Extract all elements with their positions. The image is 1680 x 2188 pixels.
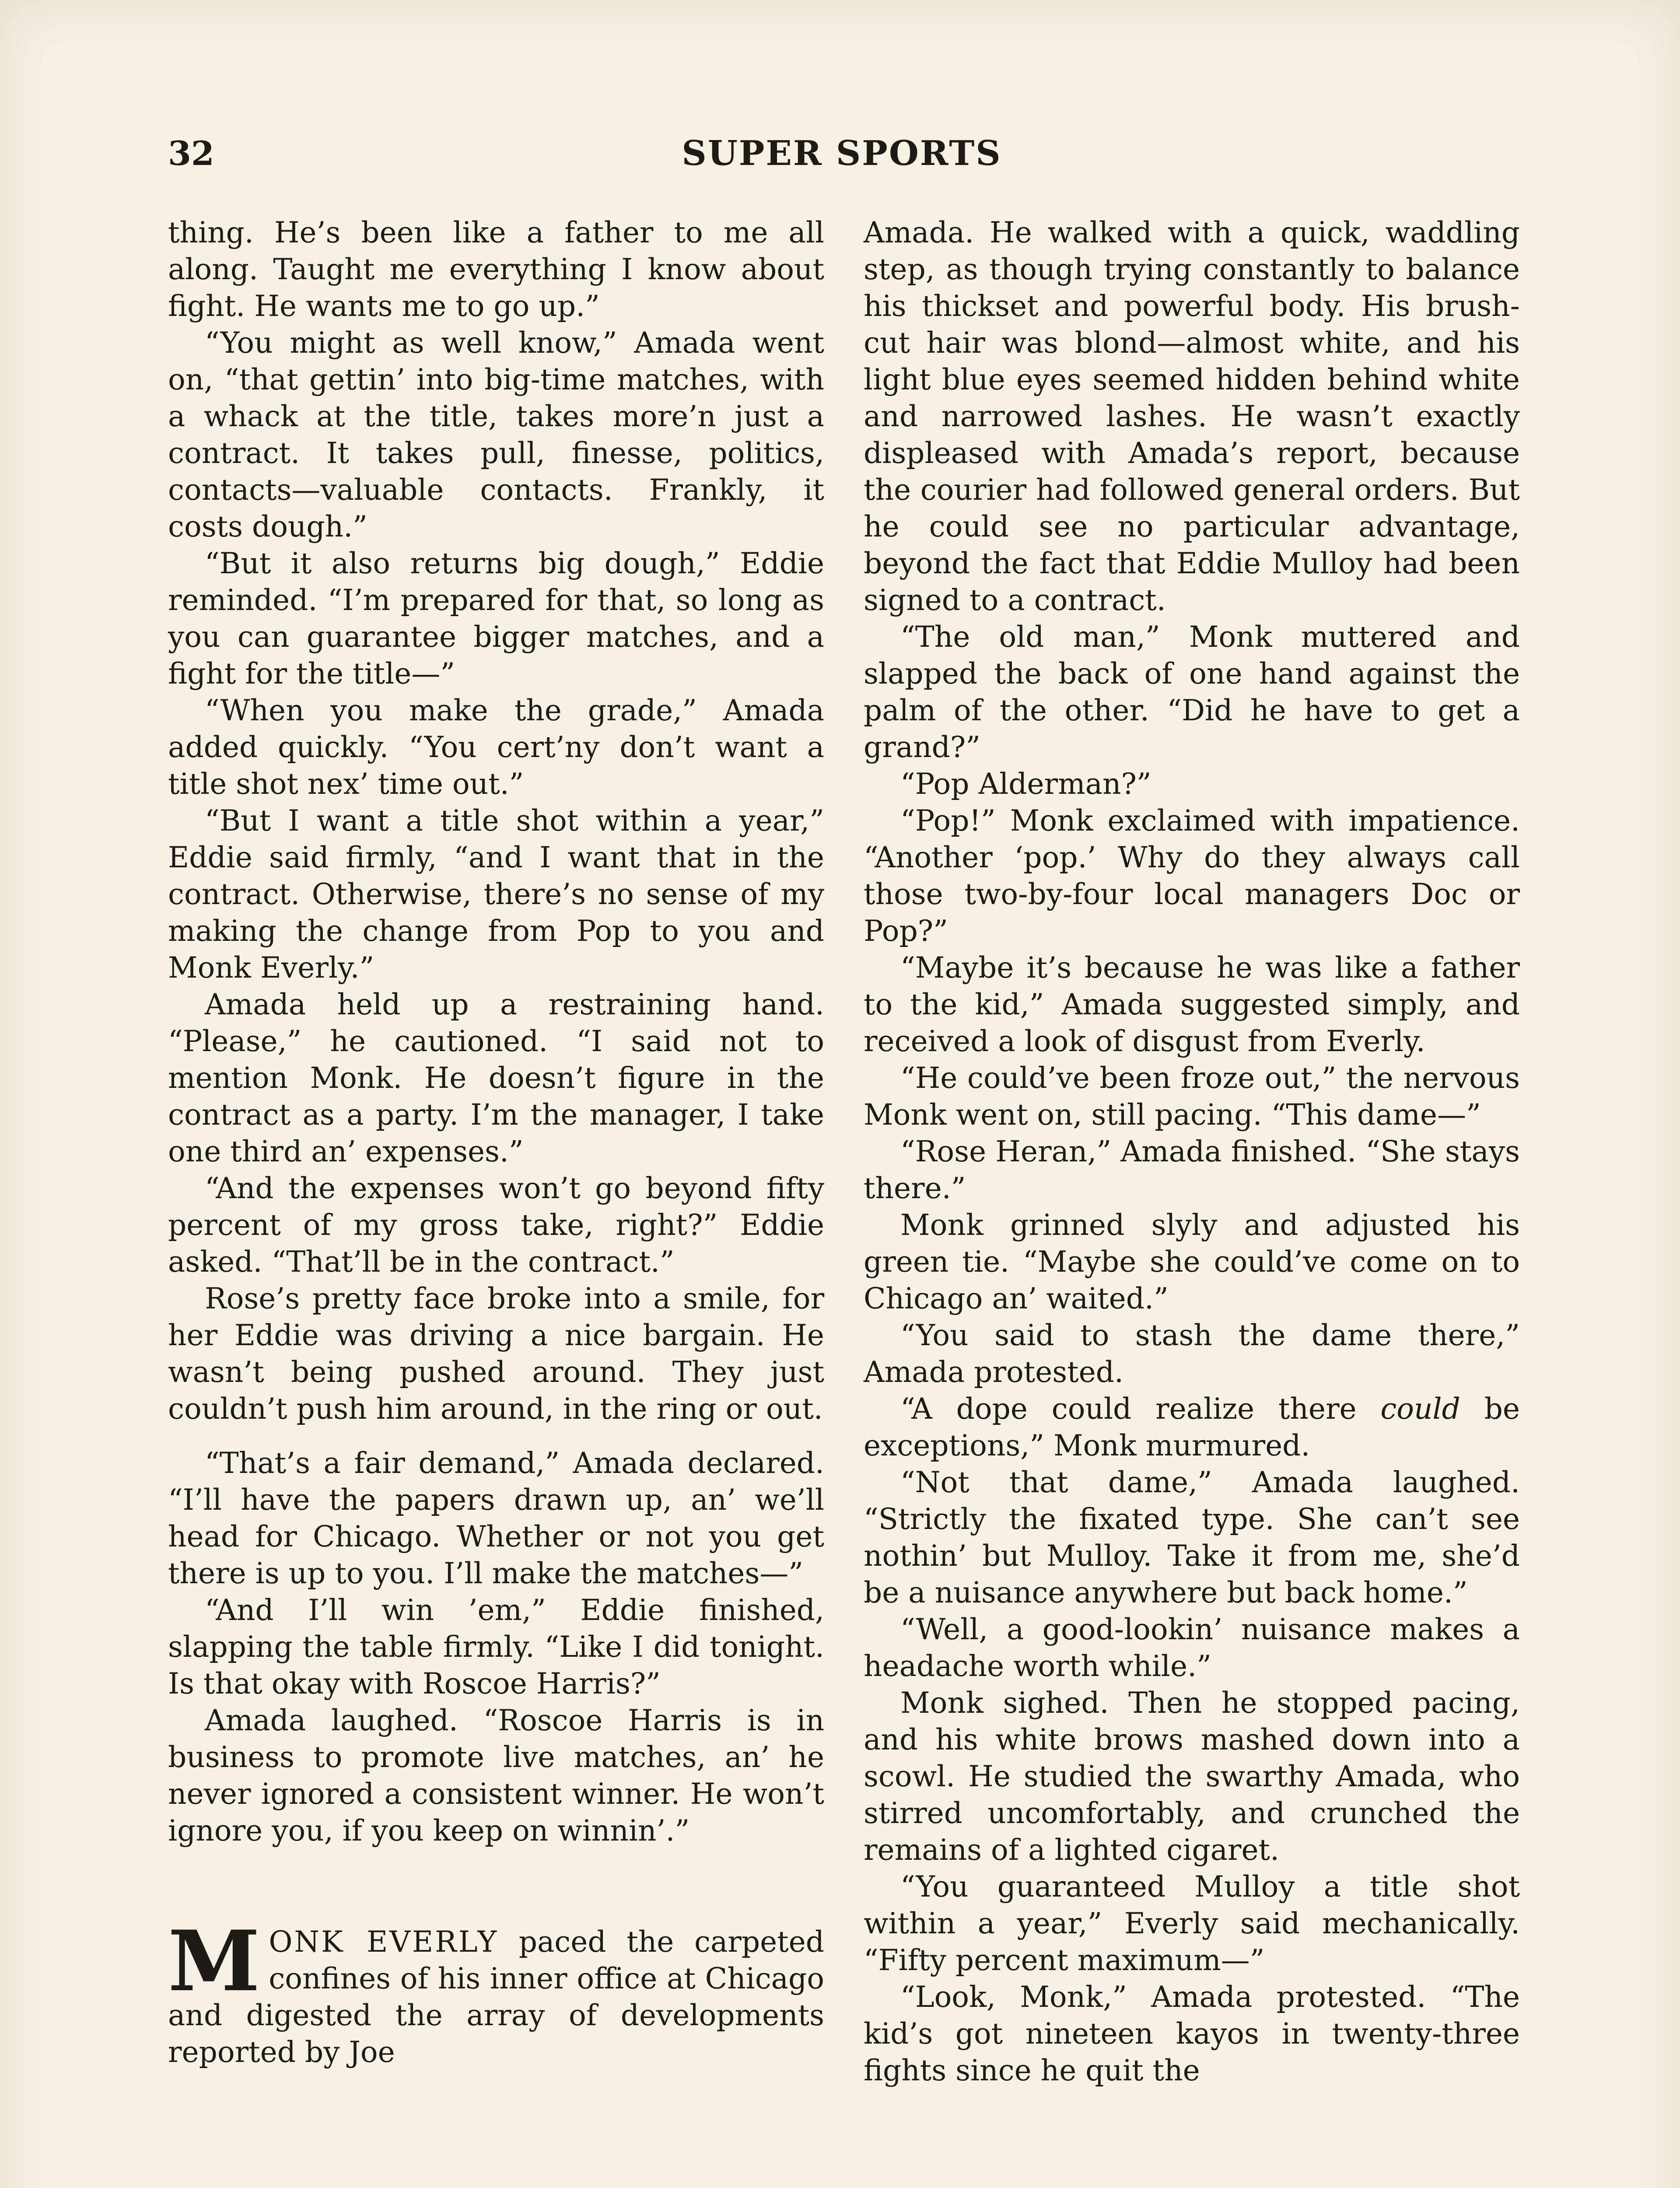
paragraph: Rose’s pretty face broke into a smile, for her Eddie was driving a nice bargain. He wasn’t being pushed around. They just couldn’t push him around, in the ring or out.: [168, 1282, 824, 1426]
paragraph: “But I want a title shot within a year,” Eddie said firmly, “and I want that in the contract. Otherwise, there’s no sense of my making the change from Pop to you and Monk Everly.”: [168, 804, 824, 985]
paragraph: Amada. He walked with a quick, waddling step, as though trying constantly to balance his thickset and powerful body. His brush-cut hair was blond—almost white, and his light blue eyes seemed hidden behind white and narrowed lashes. He wasn’t exactly displeased with Amada’s report, because the courier had followed general orders. But he could see no particular advantage, beyond the fact that Eddie Mulloy had been signed to a contract.: [864, 216, 1520, 617]
paragraph: “But it also returns big dough,” Eddie reminded. “I’m prepared for that, so long as you can guarantee bigger matches, and a fight for the title—”: [168, 547, 824, 691]
running-title: SUPER SPORTS: [682, 133, 1002, 173]
paragraph: Amada held up a restraining hand. “Please,” he cautioned. “I said not to mention Monk. He doesn’t figure in the contract as a party. I’m the manager, I take one third an’ expenses.”: [168, 988, 824, 1168]
paragraph: “You might as well know,” Amada went on, “that gettin’ into big-time matches, with a whack at the title, takes more’n just a contract. It takes pull, finesse, politics, contacts—valuable contacts. Frankly, it costs dough.”: [168, 326, 824, 543]
page-number: 32: [168, 134, 214, 173]
paragraph: Amada laughed. “Roscoe Harris is in business to promote live matches, an’ he never ignored a consistent winner. He won’t ignore you, if you keep on winnin’.”: [168, 1704, 824, 1848]
paragraph: “Rose Heran,” Amada finished. “She stays there.”: [864, 1135, 1520, 1205]
paragraph: thing. He’s been like a father to me all along. Taught me everything I know about fight. He wants me to go up.”: [168, 216, 824, 323]
lead-in-caps: ONK EVERLY: [269, 1925, 499, 1959]
paragraph: Monk grinned slyly and adjusted his green tie. “Maybe she could’ve come on to Chicago an’ waited.”: [864, 1208, 1520, 1315]
paragraph: “And I’ll win ’em,” Eddie finished, slapping the table firmly. “Like I did tonight. Is that okay with Roscoe Harris?”: [168, 1593, 824, 1701]
right-column: [864, 214, 1520, 2089]
paragraph: “Maybe it’s because he was like a father to the kid,” Amada suggested simply, and received a look of disgust from Everly.: [864, 951, 1520, 1058]
paragraph: “Not that dame,” Amada laughed. “Strictly the fixated type. She can’t see nothin’ but Mulloy. Take it from me, she’d be a nuisance anywhere but back home.”: [864, 1466, 1520, 1609]
paragraph: “When you make the grade,” Amada added quickly. “You cert’ny don’t want a title shot nex’ time out.”: [168, 694, 824, 801]
paragraph: “That’s a fair demand,” Amada declared. “I’ll have the papers drawn up, an’ we’ll head for Chicago. Whether or not you get there is up to you. I’ll make the matches—”: [168, 1446, 824, 1590]
left-column: [168, 214, 824, 2071]
paragraph-text: “A dope could realize there: [900, 1392, 1381, 1426]
page-header: [168, 130, 1516, 178]
paragraph: “You guaranteed Mulloy a title shot within a year,” Everly said mechanically. “Fifty percent maximum—”: [864, 1870, 1520, 1977]
paragraph: “You said to stash the dame there,” Amada protested.: [864, 1318, 1520, 1389]
emphasized-word: could: [1380, 1392, 1460, 1426]
paragraph: Monk sighed. Then he stopped pacing, and his white brows mashed down into a scowl. He studied the swarthy Amada, who stirred uncomfortably, and crunched the remains of a lighted cigaret.: [864, 1686, 1520, 1867]
paragraph: “Look, Monk,” Amada protested. “The kid’s got nineteen kayos in twenty-three fights since he quit the: [864, 1980, 1520, 2087]
paragraph: “Well, a good-lookin’ nuisance makes a headache worth while.”: [864, 1613, 1520, 1683]
paragraph: “Pop!” Monk exclaimed with impatience. “Another ‘pop.’ Why do they always call those two-by-four local managers Doc or Pop?”: [864, 804, 1520, 948]
paragraph: [864, 1391, 1520, 1464]
paragraph: “The old man,” Monk muttered and slapped the back of one hand against the palm of the other. “Did he have to get a grand?”: [864, 620, 1520, 764]
section-opening-paragraph: [168, 1912, 824, 2071]
paragraph: “And the expenses won’t go beyond fifty percent of my gross take, right?” Eddie asked. “That’ll be in the contract.”: [168, 1171, 824, 1279]
paragraph-text: be exceptions,” Monk murmured.: [864, 1392, 1520, 1462]
paragraph: “He could’ve been froze out,” the nervous Monk went on, still pacing. “This dame—”: [864, 1061, 1520, 1132]
paragraph: “Pop Alderman?”: [900, 767, 1152, 801]
paragraph-text: paced the carpeted confines of his inner office at Chicago and digested the array of developments reported by Joe: [168, 1925, 824, 2069]
drop-cap: M: [168, 1912, 261, 2010]
